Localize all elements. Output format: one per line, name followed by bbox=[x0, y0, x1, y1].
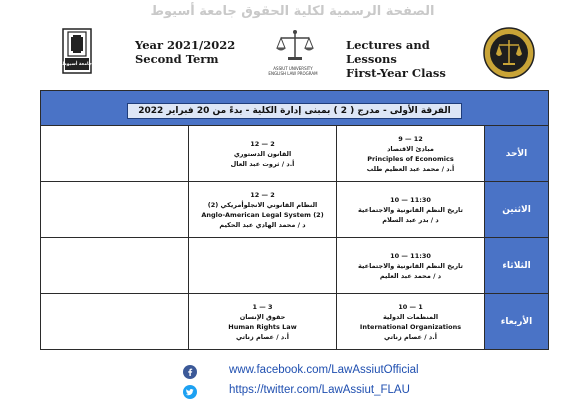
course-name-en: Human Rights Law bbox=[228, 322, 297, 331]
day-label: الأربعاء bbox=[485, 294, 549, 350]
course-name-en: Anglo-American Legal System (2) bbox=[201, 210, 324, 219]
slot-cell bbox=[189, 294, 337, 350]
slot-cell bbox=[189, 182, 337, 238]
twitter-row bbox=[183, 382, 483, 402]
term-heading bbox=[135, 38, 255, 66]
slot-cell bbox=[189, 126, 337, 182]
course-name-en: Principles of Economics bbox=[367, 154, 454, 163]
facebook-row bbox=[183, 362, 483, 382]
course-name-ar: المنظمات الدولية bbox=[382, 312, 439, 321]
schedule-type: Lectures and Lessons bbox=[346, 38, 430, 66]
slot-time: 1 — 3 bbox=[252, 302, 273, 311]
day-label: الأحد bbox=[485, 126, 549, 182]
slot-time: 10 — 1 bbox=[398, 302, 423, 311]
caption-line-2: ENGLISH LAW PROGRAM bbox=[268, 71, 318, 76]
social-links bbox=[183, 362, 483, 402]
slot-cell bbox=[41, 238, 189, 294]
faculty-seal-logo bbox=[482, 26, 536, 80]
facebook-icon bbox=[183, 364, 197, 378]
lecturer-name: د / محمد الهادي عبد الحكيم bbox=[219, 220, 306, 229]
course-name-ar: القانون الدستوري bbox=[233, 149, 292, 158]
university-logo-text: جامعة أسيوط bbox=[62, 62, 92, 67]
twitter-icon bbox=[183, 384, 197, 398]
header bbox=[0, 22, 585, 82]
table-row bbox=[41, 238, 549, 294]
slot-time: 10 — 11:30 bbox=[390, 195, 431, 204]
course-name-ar: مبادئ الاقتصاد bbox=[387, 144, 434, 153]
facebook-link[interactable]: www.facebook.com/LawAssiutOfficial bbox=[229, 364, 419, 376]
slot-time: 10 — 11:30 bbox=[390, 251, 431, 260]
academic-year: Year 2021/2022 bbox=[135, 38, 236, 52]
day-label: الاثنين bbox=[485, 182, 549, 238]
table-row bbox=[41, 294, 549, 350]
slot-cell bbox=[41, 126, 189, 182]
slot-time: 12 — 2 bbox=[250, 139, 275, 148]
course-name-ar: حقوق الإنسان bbox=[239, 312, 286, 321]
class-heading bbox=[346, 38, 476, 80]
course-name-ar: تاريخ النظم القانونية والاجتماعية bbox=[358, 261, 463, 270]
schedule-title: الفرقة الأولى - مدرج ( 2 ) بمبنى إدارة الكلية - بدءً من 20 فبراير 2022 bbox=[127, 103, 462, 119]
lecturer-name: أ.د / عصام زناتي bbox=[384, 332, 437, 341]
slot-cell bbox=[41, 294, 189, 350]
lecturer-name: أ.د / ثروت عبد العال bbox=[230, 159, 295, 168]
twitter-link[interactable]: https://twitter.com/LawAssiut_FLAU bbox=[229, 384, 410, 396]
schedule-title-row bbox=[41, 91, 549, 126]
lecturer-name: أ.د / عصام زناتي bbox=[236, 332, 289, 341]
course-name-ar: النظام القانوني الانجلوأمريكي (2) bbox=[207, 200, 318, 209]
slot-time: 9 — 12 bbox=[398, 134, 423, 143]
course-name-ar: تاريخ النظم القانونية والاجتماعية bbox=[358, 205, 463, 214]
lecturer-name: أ.د / محمد عبد العظيم طلب bbox=[366, 164, 455, 173]
table-row bbox=[41, 182, 549, 238]
slot-time: 12 — 2 bbox=[250, 190, 275, 199]
university-logo bbox=[62, 28, 92, 74]
day-label: الثلاثاء bbox=[485, 238, 549, 294]
schedule-table bbox=[40, 90, 548, 349]
slot-cell bbox=[189, 238, 337, 294]
slot-cell bbox=[41, 182, 189, 238]
page-watermark: الصفحة الرسمية لكلية الحقوق جامعة أسيوط bbox=[150, 4, 435, 19]
lecturer-name: د / بدر عبد السلام bbox=[382, 215, 439, 224]
class-label: First-Year Class bbox=[346, 66, 446, 80]
law-program-caption bbox=[253, 66, 333, 76]
lecturer-name: د / محمد عبد العليم bbox=[379, 271, 442, 280]
slot-cell bbox=[337, 182, 485, 238]
course-name-en: International Organizations bbox=[359, 322, 462, 331]
table-row bbox=[41, 126, 549, 182]
slot-cell bbox=[337, 294, 485, 350]
slot-cell bbox=[337, 238, 485, 294]
caption-line-1: ASSIUT UNIVERSITY bbox=[273, 66, 313, 71]
term-label: Second Term bbox=[135, 52, 219, 66]
slot-cell bbox=[337, 126, 485, 182]
